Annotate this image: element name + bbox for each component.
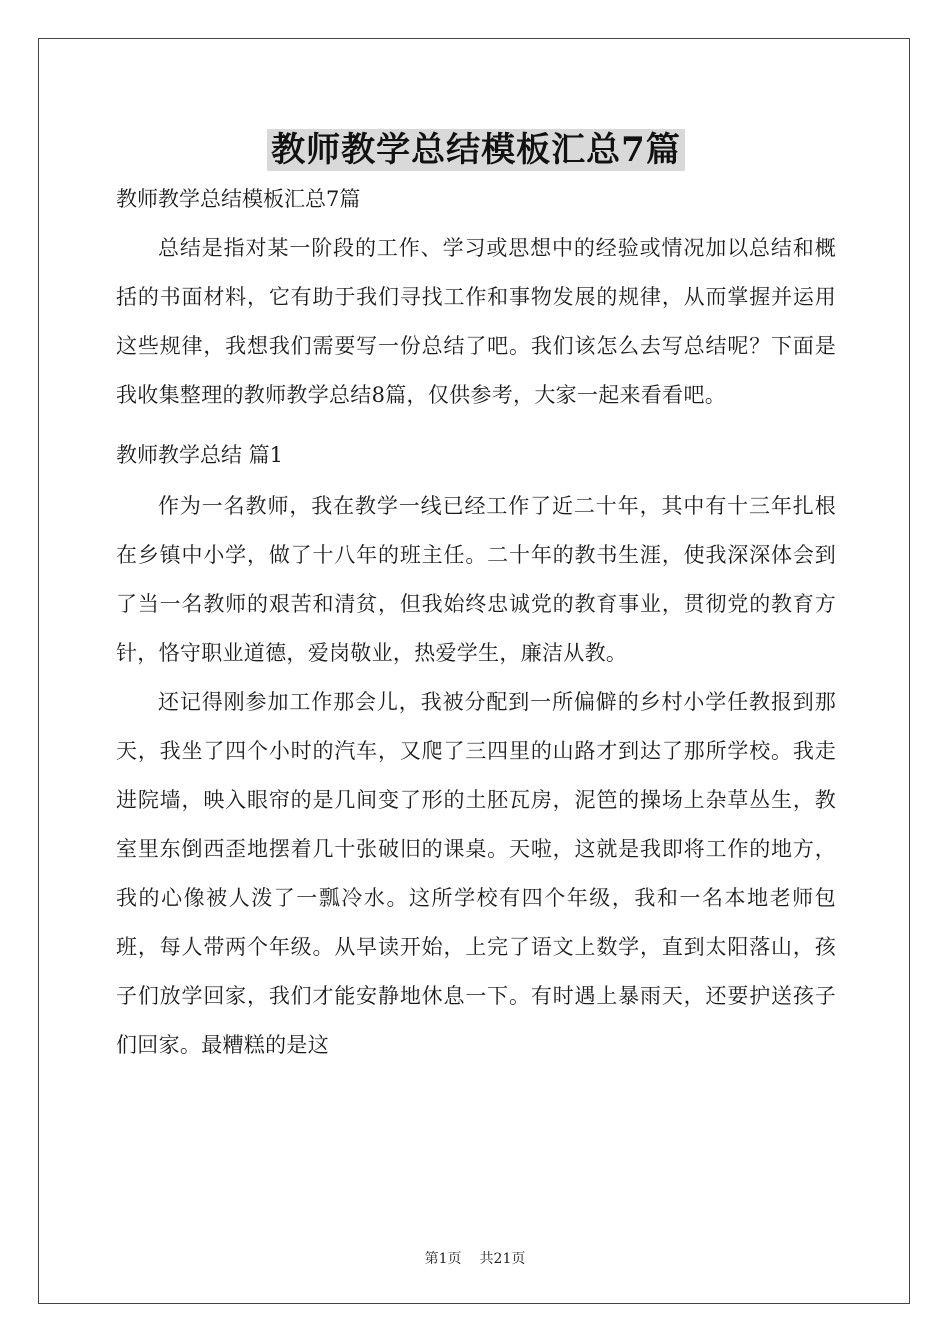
intro-paragraph: 总结是指对某一阶段的工作、学习或思想中的经验或情况加以总结和概括的书面材料，它有助于我们寻找工作和事物发展的规律，从而掌握并运用这些规律，我想我们需要写一份总结了吧。我们该怎么去写总结呢？下面是我收集整理的教师教学总结8篇，仅供参考，大家一起来看看吧。 — [116, 236, 836, 407]
body-paragraph-1: 作为一名教师，我在教学一线已经工作了近二十年，其中有十三年扎根在乡镇中小学，做了十八年的班主任。二十年的教书生涯，使我深深体会到了当一名教师的艰苦和清贫，但我始终忠诚党的教育事业，贯彻党的教育方针，恪守职业道德，爱岗敬业，热爱学生，廉洁从教。 — [116, 494, 836, 665]
page-total: 共21页 — [479, 1251, 526, 1267]
body-paragraph-2: 还记得刚参加工作那会儿，我被分配到一所偏僻的乡村小学任教报到那天，我坐了四个小时的汽车，又爬了三四里的山路才到达了那所学校。我走进院墙，映入眼帘的是几间变了形的土胚瓦房，泥笆的操场上杂草丛生，教室里东倒西歪地摆着几十张破旧的课桌。天啦，这就是我即将工作的地方，我的心像被人泼了一瓢冷水。这所学校有四个年级，我和一名本地老师包班，每人带两个年级。从早读开始，上完了语文上数学，直到太阳落山，孩子们放学回家，我们才能安静地休息一下。有时遇上暴雨天，还要护送孩子们回家。最糟糕的是这 — [116, 690, 836, 1057]
document-subtitle: 教师教学总结模板汇总7篇 — [116, 187, 361, 211]
document-title-text: 教师教学总结模板汇总7篇 — [267, 129, 685, 171]
document-body — [116, 126, 836, 1070]
document-title — [116, 126, 836, 174]
page-footer — [0, 1248, 950, 1268]
section-heading: 教师教学总结 篇1 — [116, 443, 284, 467]
page-number: 第1页 — [424, 1251, 462, 1267]
